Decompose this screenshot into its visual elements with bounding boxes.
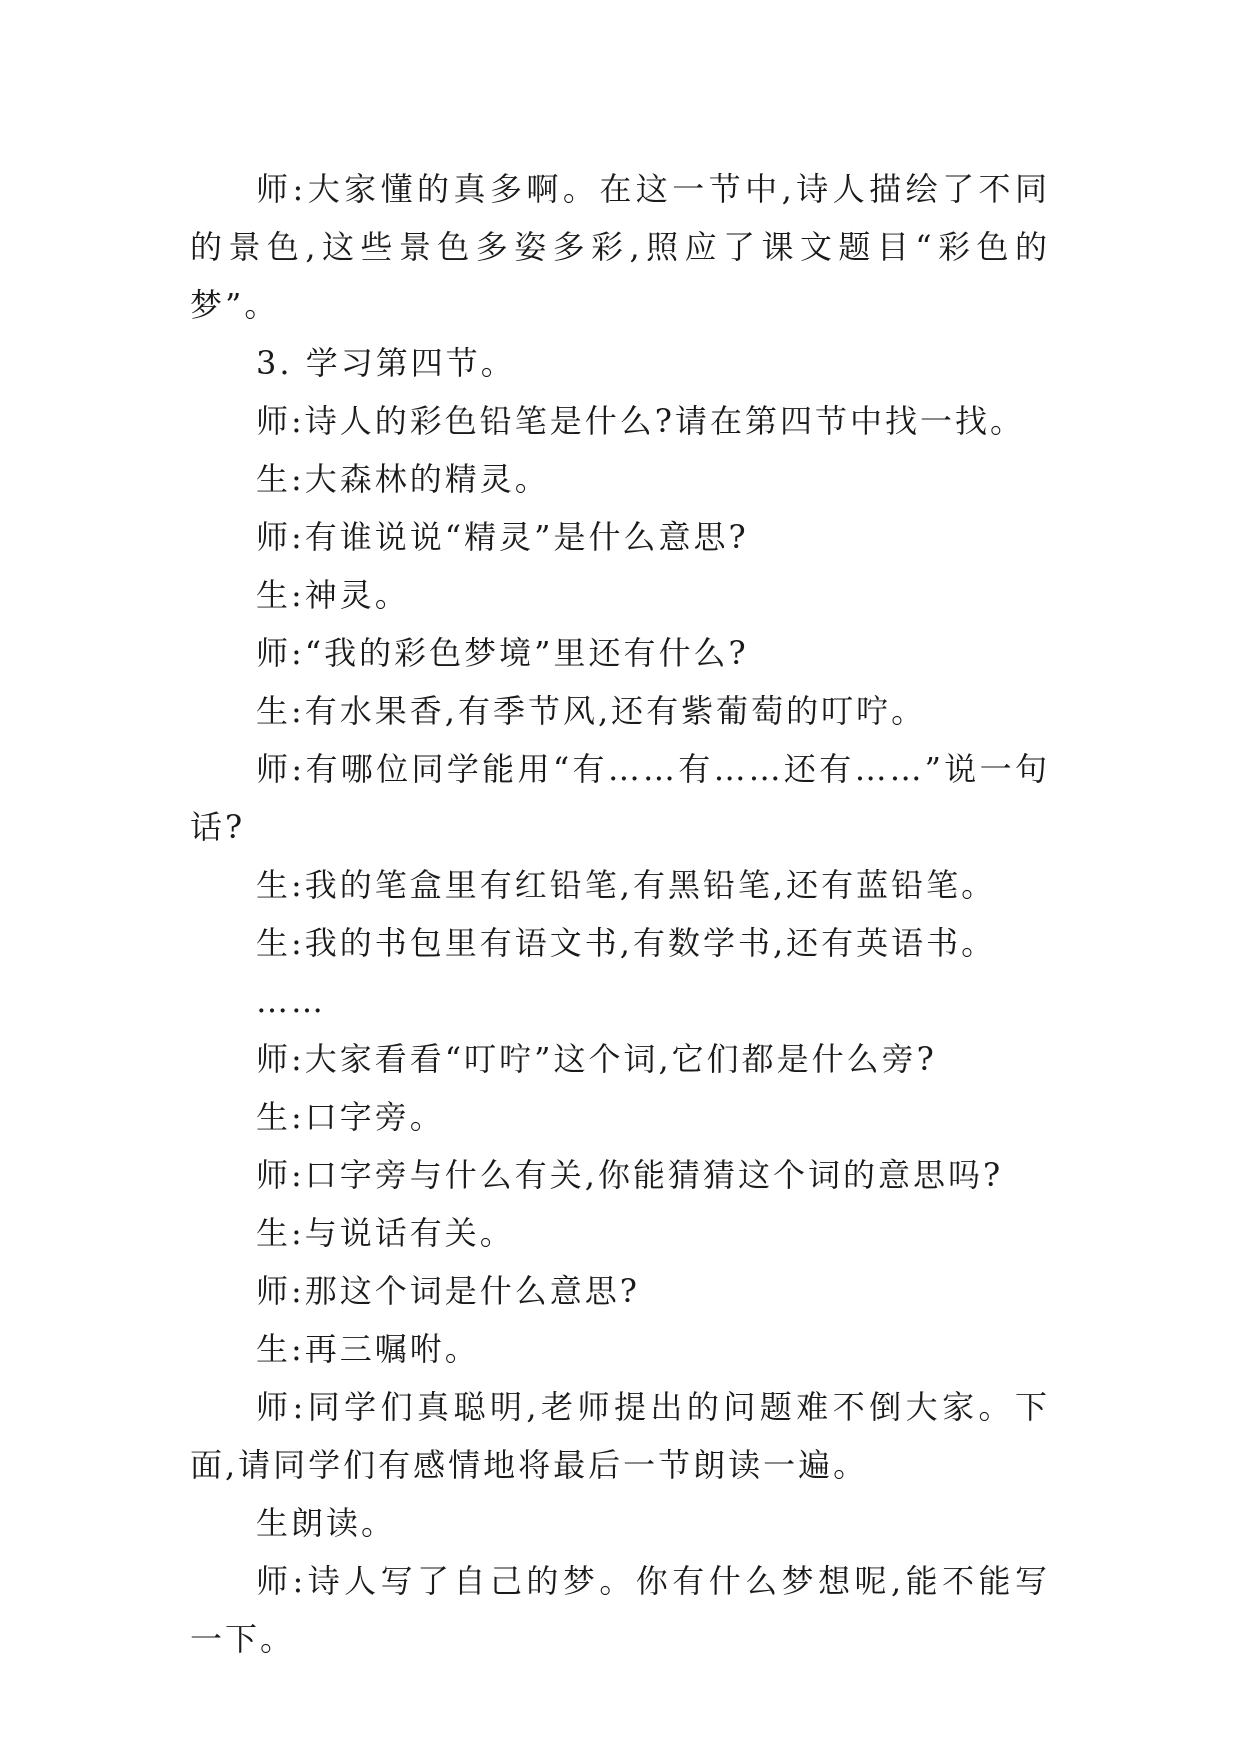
paragraph: 师:有哪位同学能用“有……有……还有……”说一句话? bbox=[190, 750, 1050, 846]
paragraph: 师:“我的彩色梦境”里还有什么? bbox=[256, 634, 749, 672]
paragraph: 师:同学们真聪明,老师提出的问题难不倒大家。下面,请同学们有感情地将最后一节朗读一遍。 bbox=[190, 1388, 1050, 1484]
paragraph: 生:我的笔盒里有红铅笔,有黑铅笔,还有蓝铅笔。 bbox=[256, 866, 997, 904]
section-heading: 3. 学习第四节。 bbox=[256, 344, 516, 382]
paragraph: 生:大森林的精灵。 bbox=[256, 460, 550, 498]
paragraph: 生:神灵。 bbox=[256, 576, 410, 614]
paragraph: 师:大家看看“叮咛”这个词,它们都是什么旁? bbox=[256, 1040, 937, 1078]
paragraph: 师:那这个词是什么意思? bbox=[256, 1272, 640, 1310]
paragraph: 师:有谁说说“精灵”是什么意思? bbox=[256, 518, 749, 556]
paragraph: 师:诗人的彩色铅笔是什么?请在第四节中找一找。 bbox=[256, 402, 1025, 440]
paragraph: 生:口字旁。 bbox=[256, 1098, 445, 1136]
paragraph: 师:诗人写了自己的梦。你有什么梦想呢,能不能写一下。 bbox=[190, 1562, 1050, 1658]
document-body bbox=[190, 160, 1050, 1668]
paragraph: 生:有水果香,有季节风,还有紫葡萄的叮咛。 bbox=[256, 692, 927, 730]
paragraph: 师:口字旁与什么有关,你能猜猜这个词的意思吗? bbox=[256, 1156, 1004, 1194]
paragraph: 生朗读。 bbox=[256, 1504, 397, 1542]
paragraph: 生:再三嘱咐。 bbox=[256, 1330, 480, 1368]
paragraph: 生:我的书包里有语文书,有数学书,还有英语书。 bbox=[256, 924, 997, 962]
ellipsis-line: …… bbox=[256, 982, 326, 1020]
paragraph: 师:大家懂的真多啊。在这一节中,诗人描绘了不同的景色,这些景色多姿多彩,照应了课文题目“彩色的梦”。 bbox=[190, 170, 1050, 324]
paragraph: 生:与说话有关。 bbox=[256, 1214, 515, 1252]
